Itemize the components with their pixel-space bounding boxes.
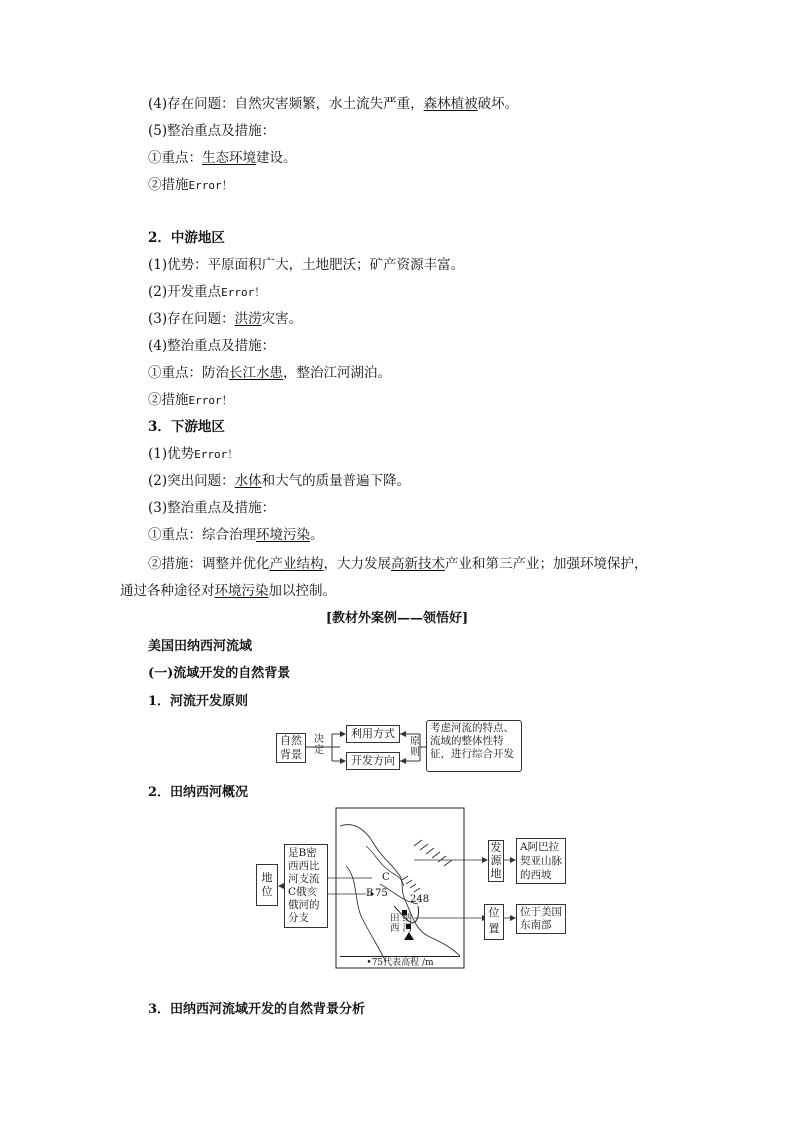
text: ②措施 <box>148 177 189 193</box>
text: 加以控制。 <box>268 583 336 599</box>
box-usage-mode: 利用方式 <box>346 725 400 743</box>
text: ②措施：调整并优化 <box>148 556 270 572</box>
underlined-answer: 环境污染 <box>214 583 269 599</box>
box-natural-background: 自然 背景 <box>276 733 306 763</box>
text: ②措施 <box>148 392 189 408</box>
text: 通过各种途径对 <box>120 583 215 599</box>
arrow-r-bottom <box>400 758 406 764</box>
coastline <box>340 825 460 956</box>
underlined-answer: 环境污染 <box>256 527 310 543</box>
text: 产业和第三产业；加强环境保护， <box>445 556 648 572</box>
underlined-answer: 洪涝 <box>234 311 262 327</box>
underlined-answer: 水体 <box>234 473 262 489</box>
upstream-measures-title: (5)整治重点及措施： <box>148 123 276 139</box>
underlined-answer: 生态环境 <box>202 150 256 166</box>
text: (2)开发重点 <box>148 284 222 300</box>
box-tributary-status: 是B密西西比河支流C俄亥俄河的分支 <box>284 844 328 928</box>
text: (4)存在问题：自然灾害频繁，水土流失严重， <box>148 96 424 112</box>
upstream-measures <box>148 175 233 196</box>
downstream-heading: 3．下游地区 <box>148 419 225 435</box>
box-dev-direction: 开发方向 <box>346 752 400 770</box>
tennessee-map-diagram <box>254 806 566 970</box>
text: (1)优势 <box>148 446 195 462</box>
map-legend: •75代表高程 /m <box>340 956 460 969</box>
downstream-problem <box>148 471 410 491</box>
text: ①重点： <box>148 150 202 166</box>
underlined-answer: 产业结构 <box>269 556 324 572</box>
text: 灾害。 <box>261 311 303 327</box>
downstream-measures-2 <box>120 581 336 601</box>
midstream-advantage: (1)优势：平原面积广大，土地肥沃；矿产资源丰富。 <box>148 257 465 273</box>
map-river-name: 田 纳 西 河 <box>390 913 413 934</box>
error-text: Error！ <box>221 286 266 299</box>
text: ①重点：综合治理 <box>148 527 256 543</box>
error-text: Error！ <box>188 394 233 407</box>
downstream-measures-title: (3)整治重点及措施： <box>148 500 276 516</box>
midstream-problem <box>148 309 302 329</box>
map-label-248: 248 <box>410 894 430 905</box>
midstream-dev <box>148 282 265 303</box>
midstream-focus <box>148 363 391 383</box>
upstream-focus <box>148 148 297 168</box>
error-text: Error！ <box>194 448 239 461</box>
text: ，整治江河湖泊。 <box>283 365 391 381</box>
case-banner: [教材外案例——领悟好] <box>325 611 469 626</box>
text: 。 <box>310 527 324 543</box>
case-title: 美国田纳西河流域 <box>148 639 253 654</box>
underlined-answer: 长江水患 <box>229 365 283 381</box>
midstream-measures <box>148 390 233 411</box>
label-location: 位 置 <box>484 904 504 940</box>
map-label-c: C <box>382 872 390 883</box>
downstream-measures-1 <box>148 554 648 574</box>
case-section1: (一)流域开发的自然背景 <box>148 666 291 681</box>
mountain-hatching-2 <box>402 876 420 892</box>
midstream-measures-title: (4)整治重点及措施： <box>148 338 276 354</box>
map-label-b: B <box>366 888 374 899</box>
mountain-hatching <box>414 840 452 866</box>
label-source: 发 源 地 <box>488 840 504 882</box>
case-sub2: 2．田纳西河概况 <box>148 785 249 800</box>
underlined-answer: 森林植被 <box>423 96 478 112</box>
downstream-focus <box>148 525 324 545</box>
text: 建设。 <box>256 150 297 166</box>
box-principle-content: 考虑河流的特点、流域的整体性特征，进行综合开发 <box>426 720 522 772</box>
upstream-problem <box>148 94 518 114</box>
downstream-advantage <box>148 444 238 465</box>
error-text: Error！ <box>188 179 233 192</box>
label-principle: 原 则 <box>410 736 420 758</box>
underlined-answer: 高新技术 <box>391 556 445 572</box>
label-determine: 决 定 <box>314 734 324 756</box>
text: ①重点：防治 <box>148 365 229 381</box>
text: (2)突出问题： <box>148 473 235 489</box>
label-status: 地 位 <box>256 864 278 906</box>
text: (3)存在问题： <box>148 311 235 327</box>
text: 和大气的质量普遍下降。 <box>261 473 411 489</box>
case-sub1: 1．河流开发原则 <box>148 694 249 709</box>
text: 破坏。 <box>477 96 519 112</box>
midstream-heading: 2．中游地区 <box>148 230 225 246</box>
principle-diagram <box>274 720 522 774</box>
text: ，大力发展 <box>323 556 391 572</box>
box-location: 位于美国东南部 <box>516 904 566 934</box>
case-sub3: 3．田纳西河流域开发的自然背景分析 <box>148 1002 366 1017</box>
mississippi-river <box>346 866 386 962</box>
arrow-r-top <box>400 731 406 737</box>
box-source: A阿巴拉契亚山脉的西坡 <box>516 838 566 884</box>
map-label-75: 75 <box>375 888 388 899</box>
